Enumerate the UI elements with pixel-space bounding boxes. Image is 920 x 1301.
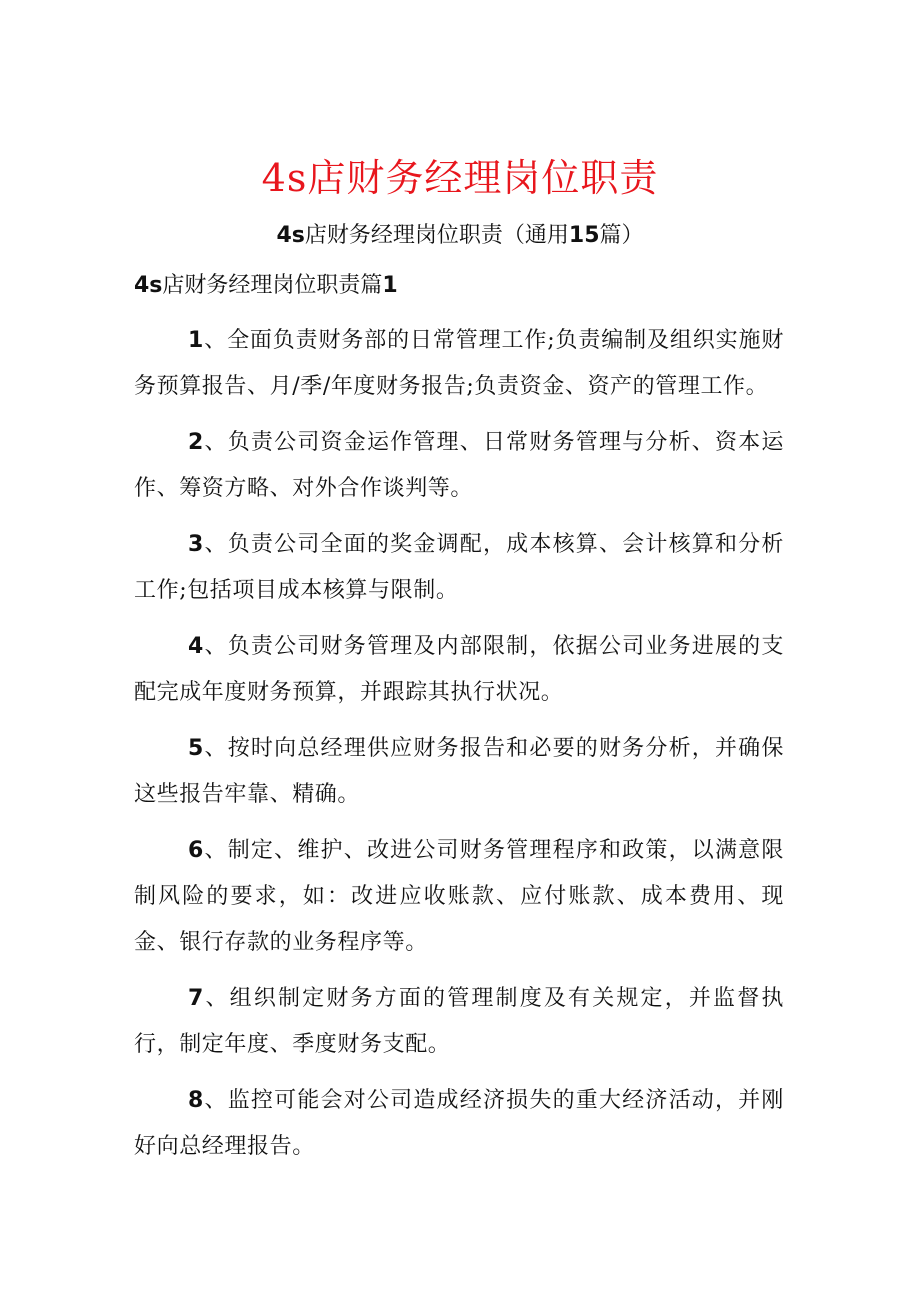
duty-text: 、按时向总经理供应财务报告和必要的财务分析，并确保这些报告牢靠、精确。: [134, 736, 784, 807]
section-number: 1: [382, 273, 398, 298]
duty-item: [134, 420, 784, 512]
duty-number: 7: [188, 986, 204, 1011]
duty-item: [134, 624, 784, 716]
document-title: 4s店财务经理岗位职责: [261, 156, 659, 200]
duty-text: 、负责公司全面的奖金调配，成本核算、会计核算和分析工作;包括项目成本核算与限制。: [134, 532, 784, 603]
section-prefix: 4s: [134, 273, 163, 298]
duty-number: 6: [188, 838, 204, 863]
duty-item: [134, 828, 784, 966]
duty-number: 5: [188, 736, 204, 761]
duty-text: 、监控可能会对公司造成经济损失的重大经济活动，并刚好向总经理报告。: [134, 1088, 784, 1159]
duty-number: 1: [188, 328, 204, 353]
section-middle: 店财务经理岗位职责篇: [162, 273, 383, 298]
duty-text: 、负责公司财务管理及内部限制，依据公司业务进展的支配完成年度财务预算，并跟踪其执行状况。: [134, 634, 784, 705]
duty-text: 、全面负责财务部的日常管理工作;负责编制及组织实施财务预算报告、月/季/年度财务报告;负责资金、资产的管理工作。: [134, 328, 784, 399]
section-heading: [134, 268, 398, 304]
duty-list: [134, 318, 784, 1180]
duty-item: [134, 522, 784, 614]
duty-item: [134, 1078, 784, 1170]
duty-number: 2: [188, 430, 204, 455]
duty-number: 3: [188, 532, 204, 557]
subtitle-suffix: 篇）: [599, 223, 644, 248]
duty-text: 、组织制定财务方面的管理制度及有关规定，并监督执行，制定年度、季度财务支配。: [134, 986, 784, 1057]
subtitle-prefix: 4s: [276, 223, 305, 248]
duty-item: [134, 976, 784, 1068]
duty-text: 、负责公司资金运作管理、日常财务管理与分析、资本运作、筹资方略、对外合作谈判等。: [134, 430, 784, 501]
duty-text: 、制定、维护、改进公司财务管理程序和政策，以满意限制风险的要求，如：改进应收账款、应付账款、成本费用、现金、银行存款的业务程序等。: [134, 838, 784, 955]
duty-item: [134, 318, 784, 410]
duty-number: 8: [188, 1088, 204, 1113]
duty-number: 4: [188, 634, 204, 659]
subtitle-middle: 店财务经理岗位职责（通用: [304, 223, 569, 248]
document-subtitle: [0, 218, 920, 254]
subtitle-count: 15: [568, 223, 600, 248]
duty-item: [134, 726, 784, 818]
